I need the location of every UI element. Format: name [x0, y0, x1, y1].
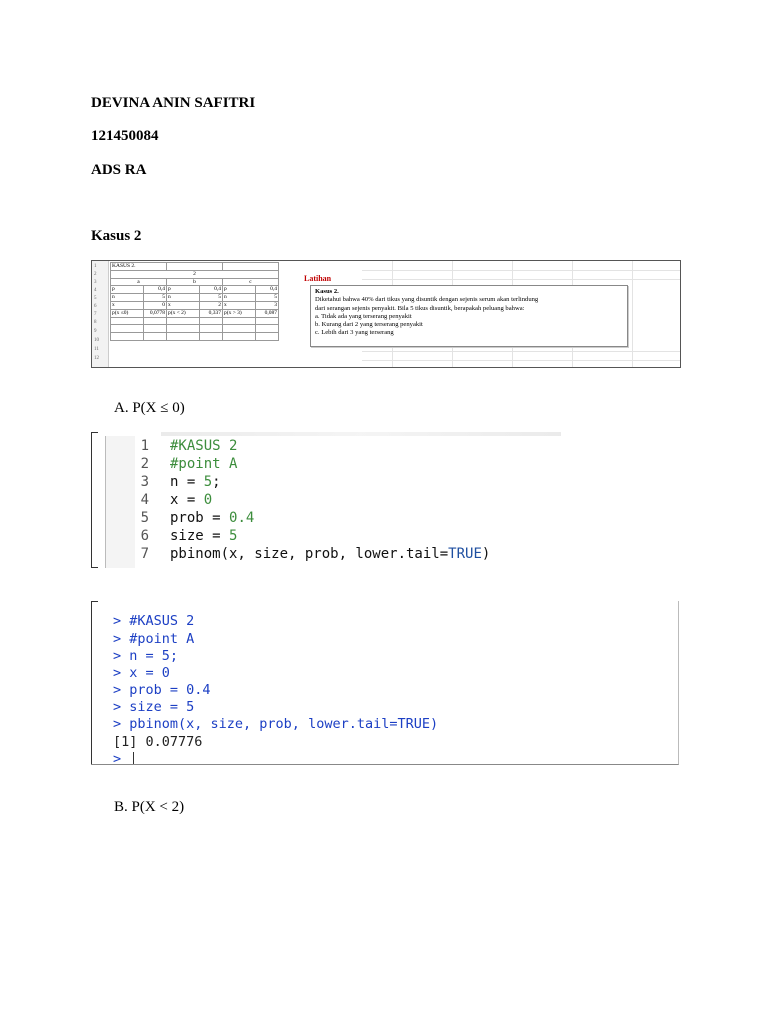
latihan-heading: Latihan	[304, 274, 332, 283]
class-label: ADS RA	[91, 162, 147, 178]
line-number: 1	[140, 438, 149, 454]
gutter-border	[105, 436, 106, 568]
table-cell: n	[223, 294, 256, 302]
frame-bracket	[91, 432, 98, 568]
code-line	[170, 510, 254, 526]
table-cell: p	[223, 286, 256, 294]
table-cell: x	[167, 301, 200, 309]
code-value: 5	[229, 528, 238, 544]
part-a-label: A. P(X ≤ 0)	[114, 400, 185, 416]
frame-bracket	[91, 601, 98, 765]
table-cell: n	[167, 294, 200, 302]
table-cell: 0,4	[144, 286, 167, 294]
row-number: 4	[94, 288, 97, 293]
table-cell: 0,4	[200, 286, 223, 294]
row-number: 7	[94, 312, 97, 317]
line-number: 7	[140, 546, 149, 562]
row-number: 1	[94, 264, 97, 269]
console-screenshot	[91, 601, 679, 765]
code-comment: #point A	[170, 456, 238, 472]
table-cell	[167, 263, 223, 271]
table-cell: 0,0778	[144, 309, 167, 317]
table-cell: 5	[256, 294, 279, 302]
case-title: Kasus 2.	[315, 288, 339, 295]
case-line: c. Lebih dari 3 yang terserang	[315, 329, 394, 337]
row-number: 11	[94, 347, 99, 352]
toolbar-remnant	[161, 432, 561, 436]
data-table	[110, 262, 279, 341]
table-cell: 2	[200, 301, 223, 309]
code-text: size =	[170, 528, 230, 544]
table-cell: a	[111, 278, 167, 286]
case-line: dari serangan sejenis penyakit. Bila 5 tikus disuntik, berapakah peluang bahwa:	[315, 304, 525, 312]
table-cell: p(x ≤0)	[111, 309, 144, 317]
code-editor-screenshot	[91, 432, 679, 568]
code-text: n =	[170, 474, 204, 490]
table-cell: 2	[111, 270, 279, 278]
table-cell: 3	[256, 301, 279, 309]
table-cell: p	[111, 286, 144, 294]
part-b-label: B. P(X < 2)	[114, 799, 185, 815]
code-value: 0	[203, 492, 213, 508]
table-cell: 5	[144, 294, 167, 302]
case-line: Diketahui bahwa 40% dari tikus yang disuntik dengan sejenis serum akan terlindung	[315, 296, 539, 304]
code-line	[170, 546, 490, 562]
console-line: > prob = 0.4	[113, 682, 211, 698]
section-title: Kasus 2	[91, 228, 142, 244]
table-cell: 5	[200, 294, 223, 302]
code-value: 0.4	[229, 510, 255, 526]
console-output: [1] 0.07776	[113, 734, 203, 750]
row-number: 10	[94, 338, 99, 343]
table-cell: p	[167, 286, 200, 294]
table-cell: 0	[144, 301, 167, 309]
case-description-box	[310, 285, 628, 347]
console-line: > n = 5;	[113, 648, 179, 664]
console-line: > pbinom(x, size, prob, lower.tail=TRUE)	[113, 716, 439, 732]
code-text: x =	[170, 492, 204, 508]
table-cell: n	[111, 294, 144, 302]
row-number: 3	[94, 280, 97, 285]
line-number: 6	[140, 528, 149, 544]
table-cell: 0,4	[256, 286, 279, 294]
text-cursor	[133, 752, 134, 764]
line-number: 2	[140, 456, 149, 472]
row-number: 12	[94, 356, 99, 361]
line-number: 4	[140, 492, 149, 508]
code-text: prob =	[170, 510, 230, 526]
student-id: 121450084	[91, 128, 159, 144]
line-number: 5	[140, 510, 149, 526]
console-prompt[interactable]: >	[113, 751, 122, 765]
code-line	[170, 492, 212, 508]
student-name: DEVINA ANIN SAFITRI	[91, 95, 256, 111]
console-line: > #KASUS 2	[113, 613, 195, 629]
code-text: )	[481, 546, 491, 562]
table-cell: p(x > 3)	[223, 309, 256, 317]
spreadsheet-screenshot	[91, 260, 681, 368]
console-line: > #point A	[113, 631, 195, 647]
table-cell: 0,337	[200, 309, 223, 317]
code-value: TRUE	[448, 546, 482, 562]
row-number-column	[92, 261, 109, 367]
console-line: > x = 0	[113, 665, 170, 681]
case-line: a. Tidak ada yang terserang penyakit	[315, 312, 412, 320]
table-cell	[223, 263, 279, 271]
row-number: 2	[94, 272, 97, 277]
code-comment: #KASUS 2	[170, 438, 238, 454]
line-number: 3	[140, 474, 149, 490]
console-line: > size = 5	[113, 699, 195, 715]
table-cell: b	[167, 278, 223, 286]
table-cell: KASUS 2.	[111, 263, 167, 271]
code-text: ;	[212, 474, 221, 490]
code-text: pbinom(x, size, prob, lower.tail=	[170, 546, 449, 562]
code-value: 5	[203, 474, 213, 490]
row-number: 9	[94, 329, 97, 334]
code-line	[170, 474, 221, 490]
table-cell: x	[111, 301, 144, 309]
row-number: 6	[94, 304, 97, 309]
table-cell: p(x < 2)	[167, 309, 200, 317]
table-cell: x	[223, 301, 256, 309]
code-line	[170, 528, 237, 544]
row-number: 8	[94, 320, 97, 325]
table-cell: 0,087	[256, 309, 279, 317]
case-line: b. Kurang dari 2 yang terserang penyakit	[315, 321, 423, 329]
row-number: 5	[94, 296, 97, 301]
table-cell: c	[223, 278, 279, 286]
